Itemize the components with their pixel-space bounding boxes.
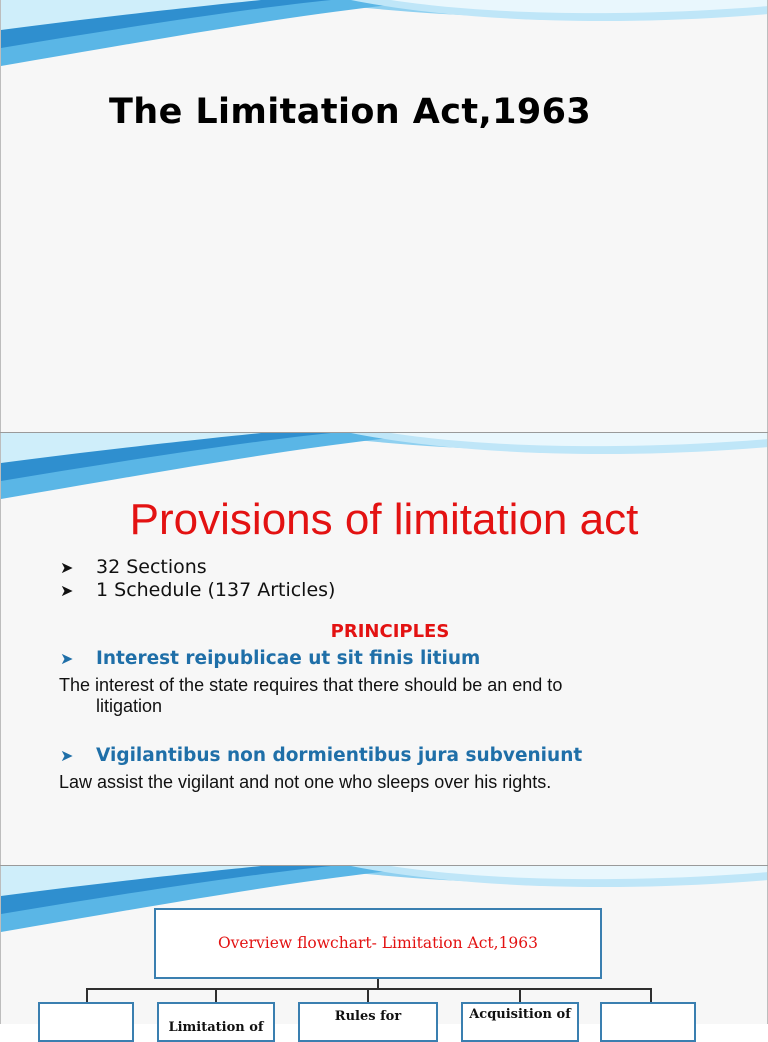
flowchart-child-box bbox=[600, 1002, 696, 1042]
flowchart-child-box: Acquisition of bbox=[461, 1002, 579, 1042]
principle-1-text: The interest of the state requires that there should be an end to litigation bbox=[59, 675, 563, 716]
flowchart-connector bbox=[86, 988, 88, 1002]
wave-header-graphic bbox=[1, 433, 768, 499]
bullet-item: ➤ 32 Sections bbox=[60, 556, 207, 578]
flowchart-child-box bbox=[38, 1002, 134, 1042]
flowchart-connector bbox=[86, 988, 652, 990]
arrow-bullet-icon: ➤ bbox=[60, 581, 74, 600]
principle-2-text: Law assist the vigilant and not one who sleeps over his rights. bbox=[59, 772, 552, 792]
flowchart-connector bbox=[215, 988, 217, 1002]
flowchart-connector bbox=[367, 988, 369, 1002]
arrow-bullet-icon: ➤ bbox=[60, 558, 74, 577]
bullet-item: ➤ 1 Schedule (137 Articles) bbox=[60, 579, 336, 601]
flowchart-connector bbox=[650, 988, 652, 1002]
principles-heading: PRINCIPLES bbox=[330, 621, 450, 642]
flowchart-connector bbox=[519, 988, 521, 1002]
arrow-bullet-icon: ➤ bbox=[60, 649, 74, 668]
flowchart-child-box: Limitation of bbox=[157, 1002, 275, 1042]
slide-2-title: Provisions of limitation act bbox=[129, 495, 639, 544]
flowchart-title-box: Overview flowchart- Limitation Act,1963 bbox=[154, 908, 602, 979]
wave-header-graphic bbox=[1, 0, 768, 66]
principle-1-latin: ➤ Interest reipublicae ut sit finis litium bbox=[60, 648, 481, 669]
flowchart-child-box: Rules for bbox=[298, 1002, 438, 1042]
principle-2-latin: ➤ Vigilantibus non dormientibus jura subveniunt bbox=[60, 745, 583, 766]
arrow-bullet-icon: ➤ bbox=[60, 746, 74, 765]
slide-1-title: The Limitation Act,1963 bbox=[109, 92, 592, 132]
slide-1 bbox=[0, 0, 768, 432]
